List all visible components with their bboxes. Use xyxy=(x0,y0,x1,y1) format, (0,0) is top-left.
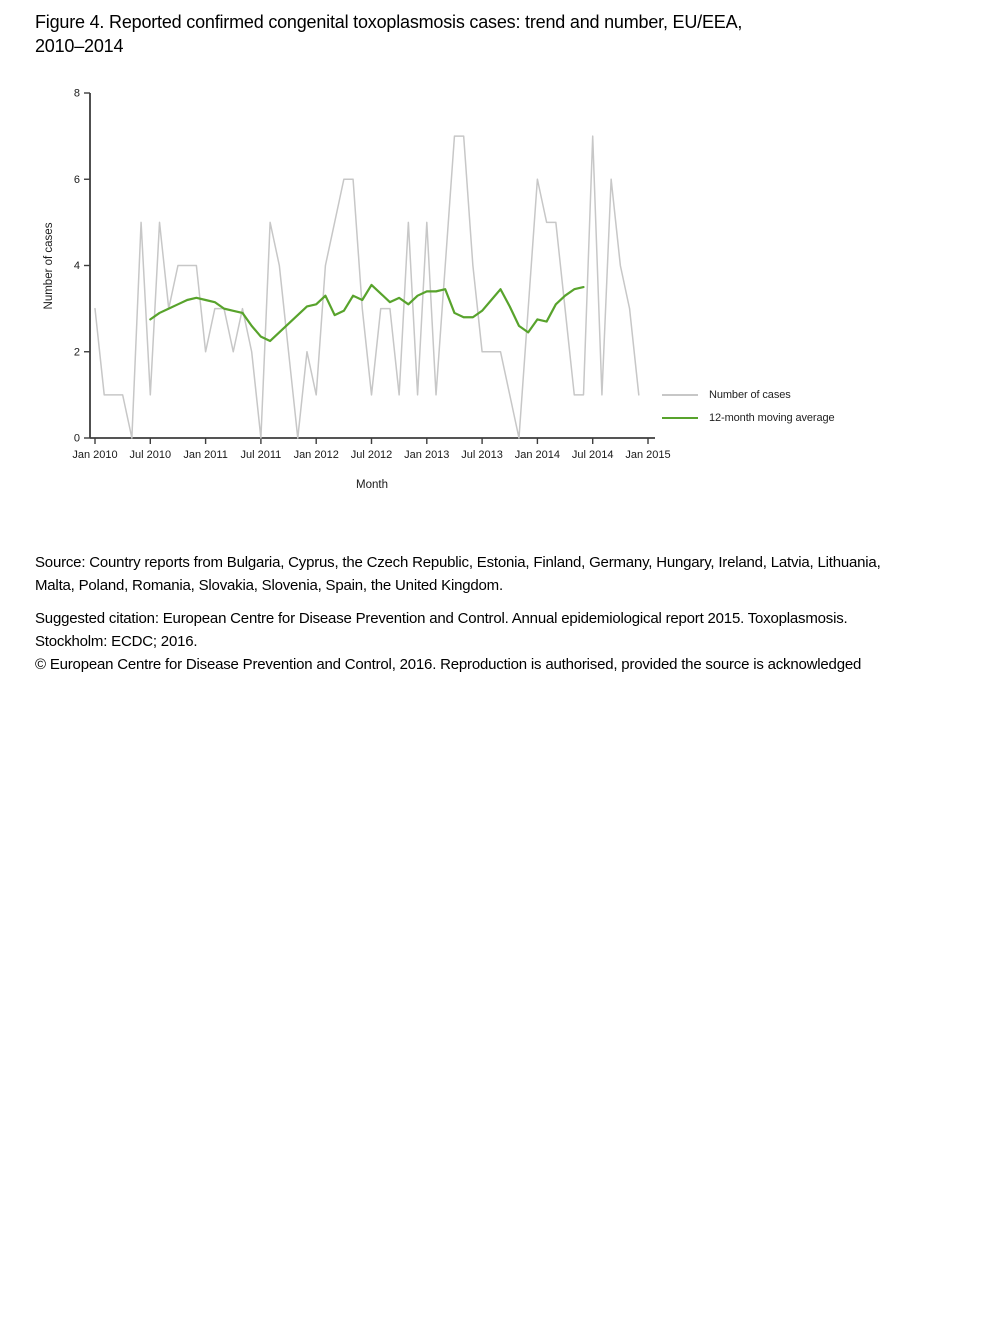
cases-line xyxy=(95,136,639,438)
x-tick-label: Jan 2010 xyxy=(72,449,118,461)
x-tick-label: Jul 2013 xyxy=(461,449,503,461)
x-tick-label: Jan 2012 xyxy=(293,449,339,461)
x-tick-label: Jan 2015 xyxy=(625,449,671,461)
x-tick-label: Jul 2014 xyxy=(571,449,614,461)
legend-label-moving-average: 12-month moving average xyxy=(709,412,835,424)
y-tick-label: 8 xyxy=(73,87,80,100)
toxoplasmosis-trend-chart xyxy=(28,80,908,520)
y-axis-title: Number of cases xyxy=(43,222,55,310)
cases-line-swatch xyxy=(662,394,698,396)
citation-line-3: © European Centre for Disease Prevention and Control, 2016. Reproduction is authorised, provided the source is acknowledged xyxy=(35,656,862,673)
y-tick-label: 6 xyxy=(73,173,80,186)
y-tick-label: 4 xyxy=(73,260,80,272)
chart-legend xyxy=(662,387,835,433)
citation-line-2: Stockholm: ECDC; 2016. xyxy=(35,633,198,650)
source-note xyxy=(35,551,990,597)
x-tick-label: Jan 2013 xyxy=(404,449,450,461)
x-tick-label: Jul 2012 xyxy=(350,449,393,461)
x-tick-label: Jan 2011 xyxy=(183,449,228,461)
legend-row-cases xyxy=(662,387,835,403)
y-tick-label: 0 xyxy=(73,432,80,445)
figure-title-line-1: Figure 4. Reported confirmed congenital toxoplasmosis cases: trend and number, EU/EEA, xyxy=(35,12,743,32)
chart-series xyxy=(95,136,639,438)
legend-row-moving-average xyxy=(662,410,835,426)
citation-note xyxy=(35,607,990,676)
legend-label-cases: Number of cases xyxy=(709,389,791,401)
source-line-1: Source: Country reports from Bulgaria, Cyprus, the Czech Republic, Estonia, Finland, Germany, Hungary, Ireland, Latvia, Lithuania, xyxy=(35,554,881,571)
source-line-2: Malta, Poland, Romania, Slovakia, Slovenia, Spain, the United Kingdom. xyxy=(35,577,503,594)
citation-line-1: Suggested citation: European Centre for Disease Prevention and Control. Annual epidemiological report 2015. Toxoplasmosis. xyxy=(35,610,848,627)
x-tick-label: Jan 2014 xyxy=(514,449,561,461)
chart-axes xyxy=(72,88,670,462)
figure-title-line-2: 2010–2014 xyxy=(35,36,124,56)
x-tick-label: Jul 2010 xyxy=(129,449,172,461)
figure-title xyxy=(35,10,945,58)
y-tick-label: 2 xyxy=(73,346,80,359)
x-tick-label: Jul 2011 xyxy=(240,449,282,461)
x-axis-title: Month xyxy=(356,479,388,491)
moving-average-line xyxy=(150,285,583,341)
moving-average-line-swatch xyxy=(662,417,698,419)
